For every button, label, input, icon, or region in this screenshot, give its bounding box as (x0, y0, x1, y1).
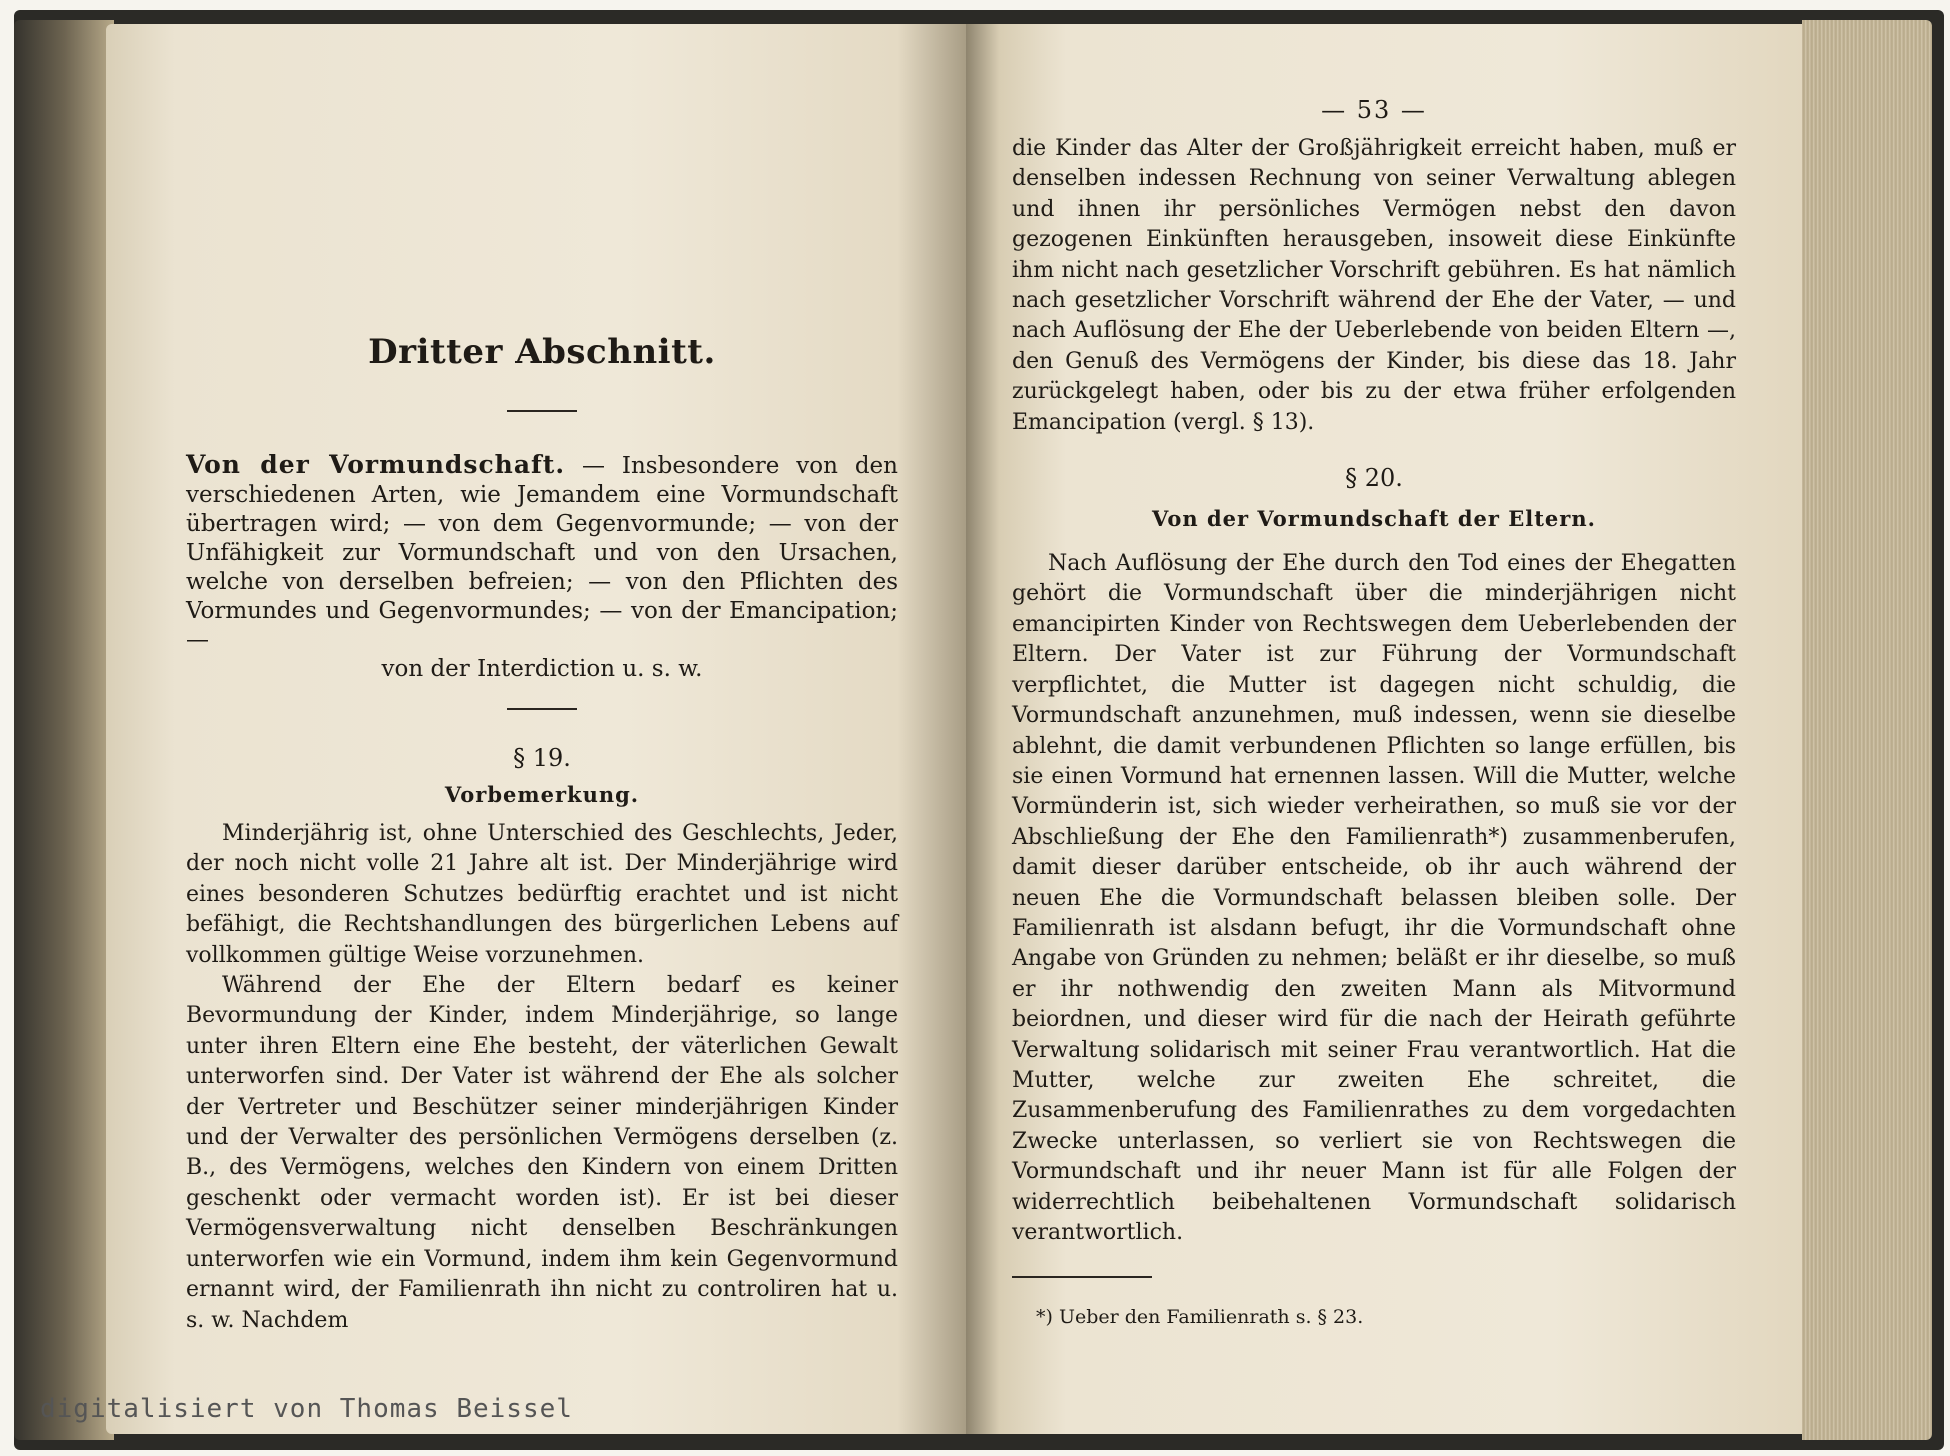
summary-last-line: von der Interdiction u. s. w. (381, 656, 703, 682)
footnote: *) Ueber den Familienrath s. § 23. (1036, 1306, 1364, 1329)
right-page (966, 24, 1802, 1434)
footnote-rule (1012, 1276, 1152, 1278)
right-body-text (1012, 549, 1736, 1248)
left-page-content (186, 332, 898, 1336)
summary-rule (507, 708, 577, 710)
book-cover-left (14, 20, 114, 1440)
summary-lead: Von der Vormundschaft. (186, 450, 566, 479)
chapter-heading: Dritter Abschnitt. (368, 332, 716, 372)
summary-text: — Insbesondere von den verschiedenen Arten, wie Jemandem eine Vormundschaft übertragen wird; — von dem Gegenvormunde; — von der Unfähigkeit zur Vormundschaft und von den Ursachen, welche von derselben befreien; — von den Pflichten des Vormundes und Gegenvormundes; — von der Emancipation; — (186, 453, 898, 653)
section-number-19: § 19. (513, 744, 571, 772)
heading-rule (507, 410, 577, 412)
section-subheading: Vorbemerkung. (444, 782, 640, 807)
paragraph: die Kinder das Alter der Großjährigkeit erreicht haben, muß er denselben indessen Rechnung von seiner Verwaltung ablegen und ihnen ihr persönliches Vermögen nebst den davon gezogenen Einkünften herausgeben, insoweit diese Einkünfte ihm nicht nach gesetzlicher Vorschrift gebühren. Es hat nämlich nach gesetzlicher Vorschrift während der Ehe der Vater, — und nach Auflösung der Ehe der Ueberlebende von beiden Eltern —, den Genuß des Vermögens der Kinder, bis diese das 18. Jahr zurückgelegt haben, oder bis zu der etwa früher erfolgenden Emancipation (vergl. § 13). (1012, 136, 1736, 435)
page-block-edges (1802, 20, 1932, 1440)
open-book (14, 10, 1944, 1450)
left-body-text (186, 819, 898, 1336)
left-page (106, 24, 966, 1434)
page-number: — 53 — (1321, 96, 1427, 124)
paragraph: Während der Ehe der Eltern bedarf es keiner Bevormundung der Kinder, indem Minderjährige, so lange unter ihren Eltern eine Ehe besteht, der väterlichen Gewalt unterworfen sind. Der Vater ist während der Ehe als solcher der Vertreter und Beschützer seiner minderjährigen Kinder und der Verwalter des persönlichen Vermögens derselben (z. B., des Vermögens, welches den Kindern von einem Dritten geschenkt oder vermacht worden ist). Er ist bei dieser Vermögensverwaltung nicht denselben Beschränkungen unterworfen wie ein Vormund, indem ihm kein Gegenvormund ernannt wird, der Familienrath ihn nicht zu controliren hat u. s. w. Nachdem (186, 973, 898, 1333)
chapter-summary (186, 450, 898, 655)
right-page-content (1012, 96, 1736, 1347)
paragraph: Nach Auflösung der Ehe durch den Tod eines der Ehegatten gehört die Vormundschaft über die minderjährigen nicht emancipirten Kinder von Rechtswegen dem Ueberlebenden der Eltern. Der Vater ist zur Führung der Vormundschaft verpflichtet, die Mutter ist dagegen nicht schuldig, die Vormundschaft anzunehmen, muß indessen, wenn sie dieselbe ablehnt, die damit verbundenen Pflichten so lange erfüllen, bis sie einen Vormund hat ernennen lassen. Will die Mutter, welche Vormünderin ist, sich wieder verheirathen, so muß sie vor der Abschließung der Ehe den Familienrath*) zusammenberufen, damit dieser darüber entscheide, ob ihr auch während der neuen Ehe die Vormundschaft belassen bleiben solle. Der Familienrath ist alsdann befugt, ihr die Vormundschaft ohne Angabe von Gründen zu nehmen; beläßt er ihr dieselbe, so muß er ihr nothwendig den zweiten Mann als Mitvormund beiordnen, und dieser wird für die nach der Heirath geführte Verwaltung solidarisch mit seiner Frau verantwortlich. Hat die Mutter, welche zur zweiten Ehe schreitet, die Zusammenberufung des Familienrathes zu dem vorgedachten Zwecke unterlassen, so verliert sie von Rechtswegen die Vormundschaft und ihr neuer Mann ist für alle Folgen der widerrechtlich beibehaltenen Vormundschaft solidarisch verantwortlich. (1012, 551, 1736, 1245)
paragraph: Minderjährig ist, ohne Unterschied des Geschlechts, Jeder, der noch nicht volle 21 Jahre alt ist. Der Minderjährige wird eines besonderen Schutzes bedürftig erachtet und ist nicht befähigt, die Rechtshandlungen des bürgerlichen Lebens auf vollkommen gültige Weise vorzunehmen. (186, 821, 898, 968)
right-opening-text (1012, 134, 1736, 438)
section-subheading: Von der Vormundschaft der Eltern. (1152, 506, 1596, 532)
digitization-watermark: digitalisiert von Thomas Beissel (40, 1394, 573, 1424)
section-number-20: § 20. (1345, 464, 1403, 493)
